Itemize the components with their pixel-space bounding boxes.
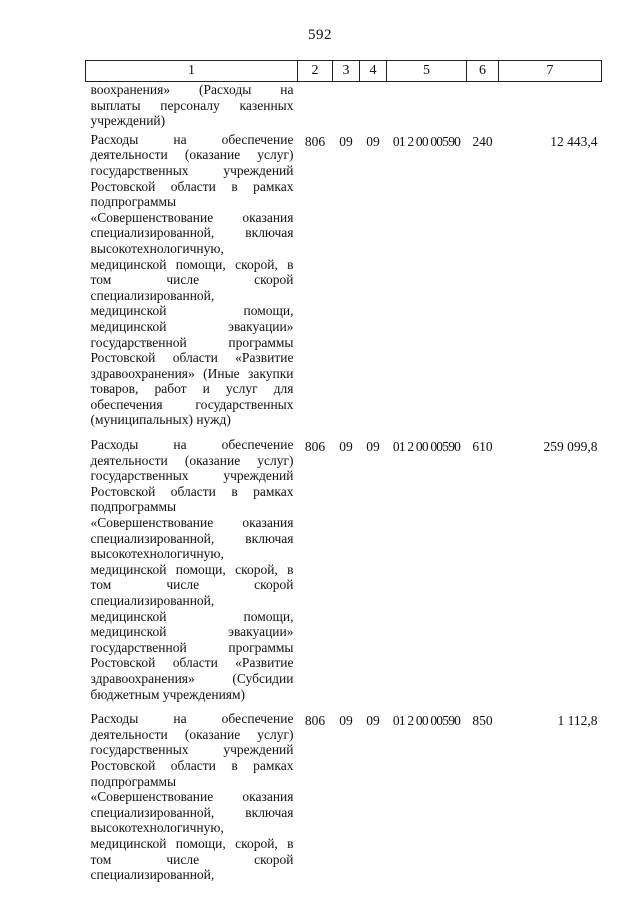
section-code: 09 [339,133,353,149]
section-code: 09 [339,439,353,455]
amount: 1 112,8 [557,713,598,729]
table-row [86,132,602,437]
column-header: 7 [499,61,602,82]
column-header: 2 [298,61,333,82]
row-description: Расходы на обеспечение деятельности (оказание услуг) государственных учреждений Ростовской области в рамках подпрограммы «Совершенствование оказания специализированной, включая высокотехнологичную, медицинской помощи, скорой, в том числе скорой специализированной, медицинской помощи, медицинской эвакуации» государственной программы Ростовской области «Развитие здравоохранения» (Субсидии бюджетным учреждениям) [90,437,294,702]
row-description: Расходы на обеспечение деятельности (оказание услуг) государственных учреждений Ростовской области в рамках подпрограммы «Совершенствование оказания специализированной, включая высокотехнологичную, медицинской помощи, скорой, в том числе скорой специализированной, [90,711,294,883]
target-article-code: 01 2 00 00590 [392,133,461,149]
ministry-code: 806 [304,713,326,729]
budget-table [85,60,602,892]
subsection-code: 09 [366,713,380,729]
ministry-code: 806 [304,439,326,455]
subsection-code: 09 [366,133,380,149]
page-number: 592 [308,27,332,43]
amount: 12 443,4 [550,133,598,149]
continuation-row [86,82,602,132]
ministry-code: 806 [304,133,326,149]
column-header: 3 [333,61,360,82]
continuation-text: воохранения» (Расходы на выплаты персоналу казенных учреждений) [90,82,294,129]
column-header: 1 [86,61,298,82]
target-article-code: 01 2 00 00590 [392,439,461,455]
row-description: Расходы на обеспечение деятельности (оказание услуг) государственных учреждений Ростовской области в рамках подпрограммы «Совершенствование оказания специализированной, включая высокотехнологичную, медицинской помощи, скорой, в том числе скорой специализированной, медицинской помощи, медицинской эвакуации» государственной программы Ростовской области «Развитие здравоохранения» (Иные закупки товаров, работ и услуг для обеспечения государственных (муниципальных) нужд) [90,131,294,428]
subsection-code: 09 [366,439,380,455]
column-header: 5 [387,61,467,82]
column-header: 6 [467,61,499,82]
expense-type-code: 610 [472,439,493,455]
target-article-code: 01 2 00 00590 [392,713,461,729]
table-row [86,711,602,892]
section-code: 09 [339,713,353,729]
expense-type-code: 850 [472,713,493,729]
expense-type-code: 240 [472,133,493,149]
table-row [86,437,602,711]
column-header: 4 [360,61,387,82]
amount: 259 099,8 [543,439,598,455]
table-header-row [86,61,602,82]
